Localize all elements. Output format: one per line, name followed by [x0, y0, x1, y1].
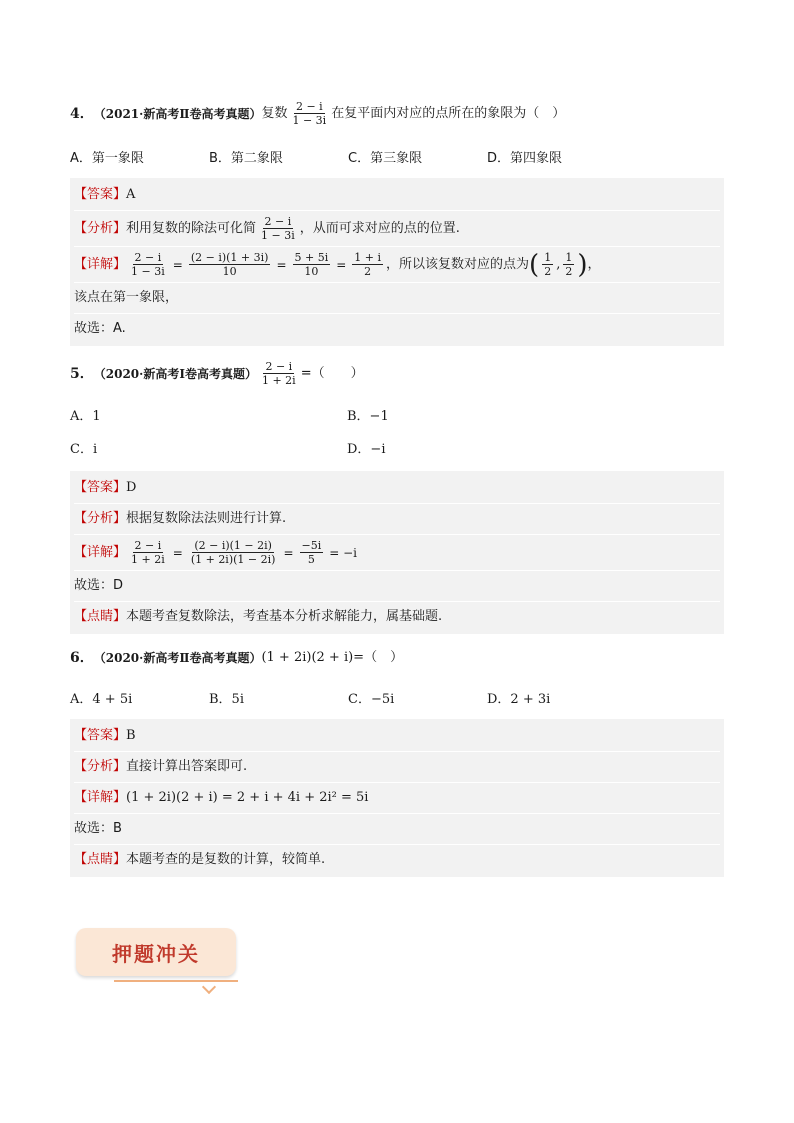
question-stem-pre: 复数	[261, 105, 288, 121]
option-b: B．−1	[347, 409, 389, 424]
question-source: （2020·新高考Ⅰ卷高考真题）	[93, 366, 257, 381]
answer: D	[126, 480, 137, 495]
solution-panel	[70, 178, 724, 346]
answer-line: 【答案】 D	[74, 473, 720, 504]
option-c: C．第三象限	[348, 151, 423, 166]
answer: A	[126, 187, 136, 202]
fraction: $\frac{2 - i}{1 - 3i}$	[131, 251, 165, 278]
fraction: $\frac{1 + i}{2}$	[354, 251, 382, 278]
fraction: $\frac{2 - i}{1 - 3i}$	[261, 215, 295, 242]
detail-line: 【详解】 (1 + 2i)(2 + i) = 2 + i + 4i + 2i² = 5i	[74, 783, 720, 814]
option-d: D．2 + 3i	[487, 692, 551, 707]
option-a: A．4 + 5i	[70, 692, 133, 707]
fraction: $\frac{1}{2}$	[565, 251, 573, 278]
answer-line: 【答案】 B	[74, 721, 720, 752]
detail-line: 【详解】 $\frac{2 - i}{1 + 2i}$ = $\frac{(2 - i)(1 - 2i)}{(1 + 2i)(1 - 2i)}$ = $\frac{-5i}{5}$ = −i	[74, 535, 720, 571]
answer: B	[126, 728, 136, 743]
options	[70, 688, 724, 707]
question-5: 5． （2020·新高考Ⅰ卷高考真题） $\frac{2 - i}{1 + 2i}$ =（ ）	[70, 360, 364, 387]
fraction: $\frac{2 - i}{1 + 2i}$	[131, 539, 165, 566]
question-6: 6． （2020·新高考Ⅱ卷高考真题） (1 + 2i)(2 + i)=（ ）	[70, 650, 404, 666]
answer-line: 【答案】 A	[74, 180, 720, 211]
choice-line: 故选：D	[74, 571, 720, 602]
fraction: $\frac{2 - i}{1 + 2i}$	[261, 360, 296, 387]
solution-panel	[70, 719, 724, 877]
question-number: 5．	[70, 365, 94, 382]
option-c: C．i	[70, 442, 98, 457]
question-source: （2021·新高考Ⅱ卷高考真题）	[93, 106, 262, 121]
comment-line: 【点睛】 本题考查的是复数的计算，较简单.	[74, 852, 326, 867]
question-number: 6．	[70, 650, 94, 666]
badge-pointer-icon	[202, 980, 216, 994]
fraction: $\frac{(2 - i)(1 + 3i)}{10}$	[190, 251, 269, 278]
question-4	[70, 100, 724, 127]
detail-line: 【详解】 $\frac{2 - i}{1 - 3i}$ = $\frac{(2 - i)(1 + 3i)}{10}$ = $\frac{5 + 5i}{10}$ = $\frac{1 + i}{2}$ ，所以该复数对应的点为 ( $\frac{1}{2}$ , $\frac{1}{2}$ ) ，	[74, 247, 720, 283]
solution-panel	[70, 471, 724, 634]
option-d: D．−i	[347, 442, 386, 457]
options	[70, 405, 724, 471]
options	[70, 147, 724, 166]
fraction: $\frac{2 - i}{1 - 3i}$	[292, 100, 327, 127]
option-d: D．第四象限	[487, 151, 563, 166]
option-b: B．5i	[209, 692, 244, 707]
section-badge-label: 押题冲关	[76, 928, 236, 976]
comment-line: 【点睛】 本题考查复数除法，考查基本分析求解能力，属基础题.	[74, 609, 443, 624]
badge-underline	[114, 980, 238, 982]
fraction: $\frac{1}{2}$	[544, 251, 552, 278]
analysis-line: 【分析】 利用复数的除法可化简 $\frac{2 - i}{1 - 3i}$ ，从而可求对应的点的位置.	[74, 211, 720, 247]
section-badge	[76, 928, 238, 998]
option-b: B．第二象限	[209, 151, 283, 166]
question-stem-post: 在复平面内对应的点所在的象限为（ ）	[331, 105, 566, 121]
detail-line-2: 该点在第一象限，	[74, 283, 720, 314]
choice-line: 故选：B	[74, 814, 720, 845]
option-a: A．1	[70, 409, 101, 424]
fraction: $\frac{(2 - i)(1 - 2i)}{(1 + 2i)(1 - 2i)}$	[190, 539, 276, 566]
analysis-line: 【分析】 直接计算出答案即可.	[74, 752, 720, 783]
document-page	[70, 100, 724, 877]
question-number: 4．	[70, 105, 94, 122]
question-source: （2020·新高考Ⅱ卷高考真题）	[93, 651, 262, 665]
choice-line: 故选：A.	[74, 321, 126, 336]
analysis-line: 【分析】 根据复数除法法则进行计算.	[74, 504, 720, 535]
fraction: $\frac{5 + 5i}{10}$	[294, 251, 329, 278]
option-a: A．第一象限	[70, 151, 144, 166]
fraction: $\frac{-5i}{5}$	[301, 539, 322, 566]
option-c: C．−5i	[348, 692, 395, 707]
